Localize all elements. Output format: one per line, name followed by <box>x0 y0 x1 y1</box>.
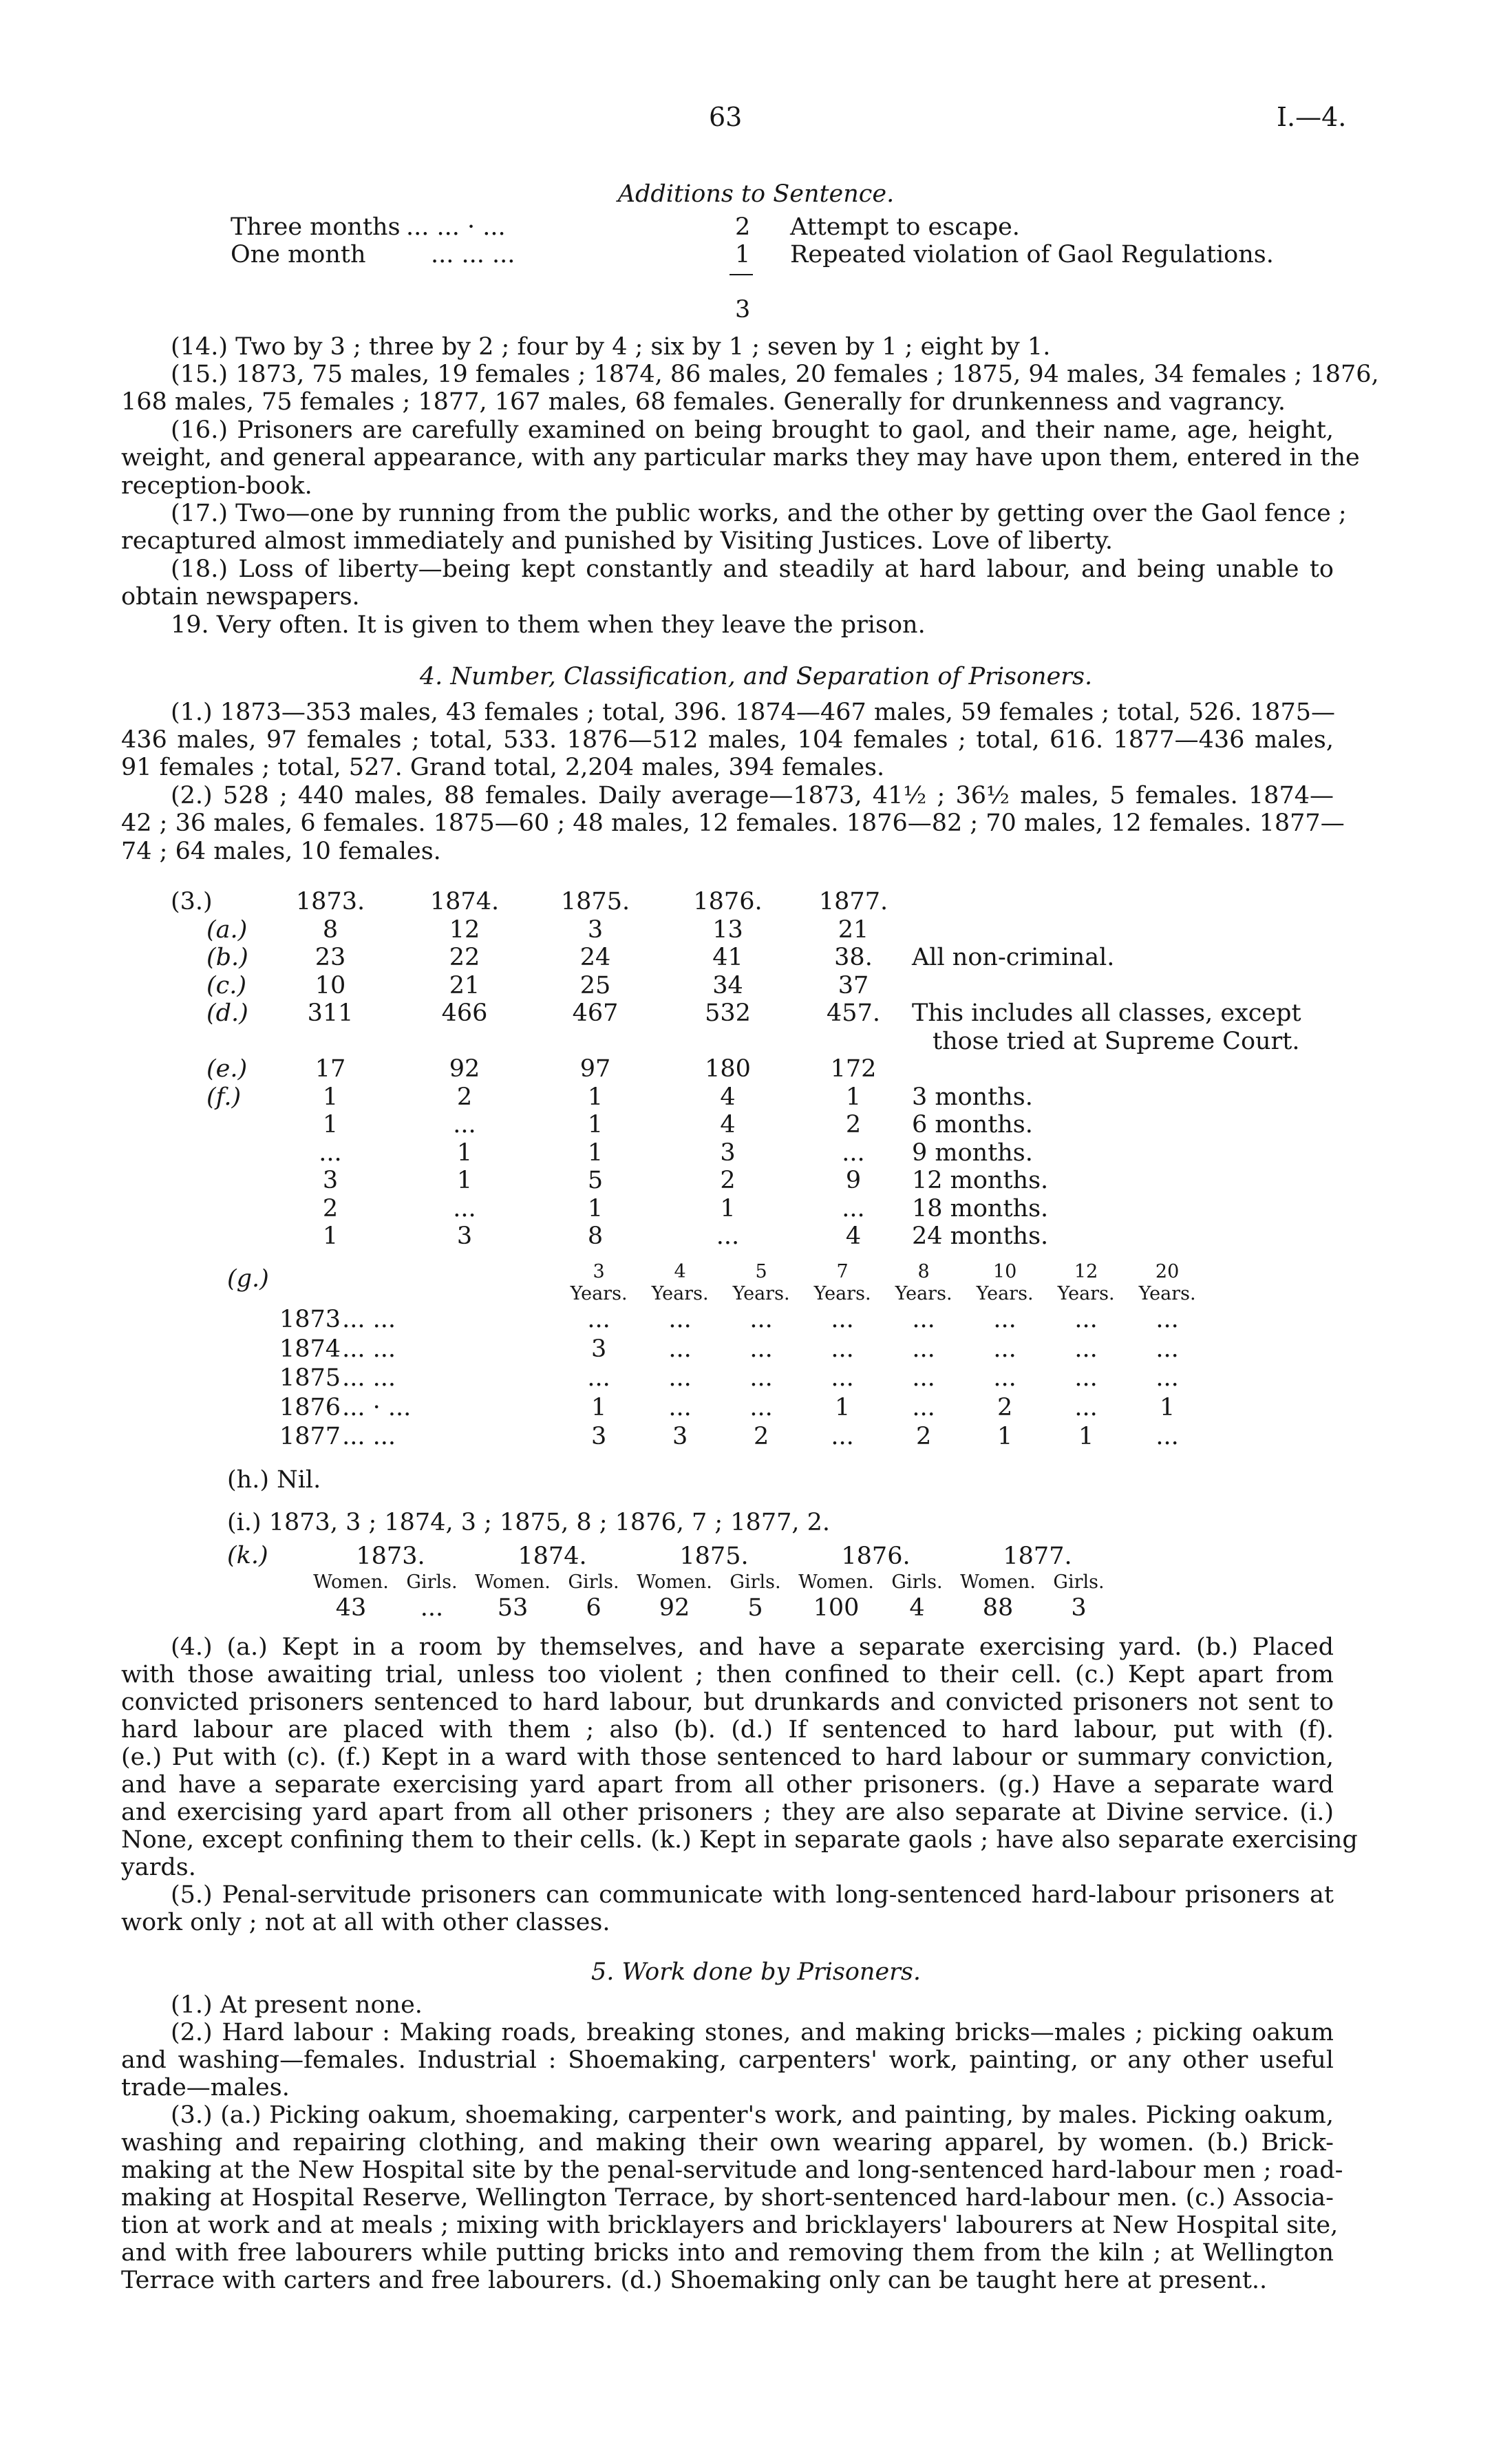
years-header: 12 <box>1074 1261 1098 1282</box>
table-header-row <box>279 1261 1208 1283</box>
row-label <box>206 1222 262 1251</box>
answer-16-line: weight, and general appearance, with any particular marks they may have upon them, entered in the <box>121 444 1360 472</box>
table-cell: 22 <box>449 944 480 971</box>
table-cell: 457. <box>827 999 880 1027</box>
table-cell: 1 <box>1159 1393 1175 1421</box>
year-header: 1877. <box>818 888 888 915</box>
years-unit: Years. <box>732 1283 790 1304</box>
row-label: (d.) <box>206 999 248 1027</box>
years-unit: Years. <box>1057 1283 1115 1304</box>
i-line: (i.) 1873, 3 ; 1874, 3 ; 1875, 8 ; 1876, 7 ; 1877, 2. <box>227 1509 831 1536</box>
s5-p3-line: (3.) (a.) Picking oakum, shoemaking, carpenter's work, and painting, by males. Picking oakum, <box>171 2101 1334 2129</box>
table-cell: 3 <box>590 1423 607 1450</box>
answer-17-line: (17.) Two—one by running from the public works, and the other by getting over the Gaol fence ; <box>171 500 1347 527</box>
years-header: 3 <box>593 1261 605 1282</box>
table-row <box>206 1222 1325 1251</box>
total-rule <box>730 274 753 275</box>
additions-reason: Attempt to escape. <box>790 213 1020 241</box>
sentence-length-table <box>279 1261 1208 1452</box>
table-cell: 1 <box>322 1083 339 1111</box>
women-girls-table <box>310 1542 1118 1622</box>
table-cell: ... <box>831 1306 854 1333</box>
table-cell: ... <box>1156 1364 1179 1392</box>
table-cell: 172 <box>830 1055 877 1083</box>
p4-line: with those awaiting trial, unless too violent ; then confined to their cell. (c.) Kept apart from <box>121 1661 1334 1688</box>
row-label: (f.) <box>206 1083 242 1111</box>
table-cell: 37 <box>838 971 869 999</box>
table-cell: 17 <box>315 1055 346 1083</box>
s4-p2-line: (2.) 528 ; 440 males, 88 females. Daily average—1873, 41½ ; 36½ males, 5 females. 1874— <box>171 782 1334 809</box>
table-cell: 1 <box>456 1138 473 1167</box>
table-row <box>206 1083 1325 1112</box>
s4-p2-line: 74 ; 64 males, 10 females. <box>121 838 441 865</box>
table-cell: 41 <box>712 944 743 971</box>
table-cell: ... <box>749 1393 773 1421</box>
girls-header: Girls. <box>1053 1571 1105 1593</box>
table-cell: 3 <box>1071 1593 1087 1622</box>
table-cell: 1 <box>845 1083 862 1111</box>
table-cell: 5 <box>587 1167 604 1194</box>
table-header-row <box>206 888 1325 916</box>
additions-period: One month <box>231 241 366 268</box>
table-row <box>206 1111 1325 1139</box>
p4-line: (4.) (a.) Kept in a room by themselves, and have a separate exercising yard. (b.) Placed <box>171 1633 1334 1661</box>
table-row <box>206 999 1325 1028</box>
s5-p1-line: (1.) At present none. <box>171 1991 423 2019</box>
document-reference: I.—4. <box>1277 102 1347 132</box>
row-note <box>912 1055 1325 1083</box>
table-cell: ... <box>1074 1364 1098 1392</box>
years-header: 10 <box>992 1261 1017 1282</box>
table-cell: 24 <box>579 944 611 971</box>
table-cell: ... <box>912 1364 935 1392</box>
s5-p3-line: washing and repairing clothing, and making their own wearing apparel, by women. (b.) Brick- <box>121 2129 1334 2157</box>
p4-line: (e.) Put with (c). (f.) Kept in a ward with those sentenced to hard labour or summary conviction, <box>121 1744 1334 1771</box>
table-row <box>206 1139 1325 1167</box>
table-cell: 1 <box>834 1393 851 1421</box>
year-header: 1873. <box>356 1543 425 1570</box>
table-cell: 3 <box>456 1222 473 1250</box>
answer-18-line: (18.) Loss of liberty—being kept constantly and steadily at hard labour, and being unable to <box>171 555 1334 583</box>
table-cell: 2 <box>720 1167 736 1194</box>
table-cell: ... <box>668 1364 692 1392</box>
row-year: 1876 <box>279 1393 341 1421</box>
answer-16-line: (16.) Prisoners are carefully examined on being brought to gaol, and their name, age, height, <box>171 416 1334 444</box>
table-cell: 88 <box>982 1593 1014 1622</box>
table-cell: 1 <box>587 1083 604 1111</box>
table-cell: 25 <box>579 971 611 999</box>
table-cell <box>399 1028 530 1056</box>
p4-line: and exercising yard apart from all other prisoners ; they are also separate at Divine service. (i.) <box>121 1799 1334 1826</box>
years-unit: Years. <box>1138 1283 1196 1304</box>
table-cell: ... <box>716 1222 740 1250</box>
table-cell: ... <box>749 1364 773 1392</box>
table-cell: 2 <box>456 1083 473 1111</box>
table-cell: ... <box>668 1335 692 1363</box>
additions-reason: Repeated violation of Gaol Regulations. <box>790 241 1274 268</box>
row-note: 12 months. <box>912 1167 1049 1194</box>
year-header: 1875. <box>560 888 630 915</box>
row-label <box>206 1111 262 1139</box>
table-cell: ... <box>842 1194 865 1222</box>
table-cell: ... <box>1074 1393 1098 1421</box>
row-year: 1875 <box>279 1364 341 1392</box>
table-cell: 43 <box>335 1593 367 1622</box>
table-cell: 21 <box>449 971 480 999</box>
table-cell: 97 <box>579 1055 611 1083</box>
table-cell: 5 <box>747 1593 763 1622</box>
women-header: Women. <box>960 1571 1036 1593</box>
answer-16-line: reception-book. <box>121 472 312 500</box>
row-leader: ... · ... <box>342 1393 412 1421</box>
table-row <box>206 972 1325 1000</box>
table-cell: 8 <box>587 1222 604 1250</box>
row-note: 3 months. <box>912 1083 1033 1111</box>
table-header-row <box>279 1283 1208 1305</box>
table-cell: 1 <box>322 1111 339 1138</box>
table-cell: ... <box>831 1335 854 1363</box>
women-header: Women. <box>637 1571 712 1593</box>
table-cell: ... <box>831 1364 854 1392</box>
table-cell: 311 <box>307 999 354 1027</box>
answer-15-line: (15.) 1873, 75 males, 19 females ; 1874, 86 males, 20 females ; 1875, 94 males, 34 females ; 1876, <box>171 361 1379 388</box>
s5-p2-line: and washing—females. Industrial : Shoemaking, carpenters' work, painting, or any other useful <box>121 2046 1334 2074</box>
additions-count: 2 <box>735 213 751 241</box>
answer-18-line: obtain newspapers. <box>121 583 360 611</box>
table-cell: ... <box>453 1111 476 1138</box>
year-header: 1875. <box>679 1543 749 1570</box>
row-label <box>206 1139 262 1167</box>
table-cell: ... <box>842 1138 865 1167</box>
table-cell <box>262 1028 399 1056</box>
table-cell: 467 <box>572 999 619 1027</box>
table-cell: 2 <box>753 1423 769 1450</box>
table-cell: 4 <box>845 1222 862 1250</box>
row-year: 1874 <box>279 1335 341 1363</box>
table-row <box>206 1055 1325 1083</box>
table-cell: 3 <box>590 1335 607 1363</box>
additions-period: Three months <box>231 213 401 241</box>
row-year: 1873 <box>279 1306 341 1333</box>
table-cell <box>661 1028 795 1056</box>
table-row <box>279 1364 1208 1393</box>
women-header: Women. <box>475 1571 551 1593</box>
table-row <box>206 1167 1325 1195</box>
table-cell <box>795 1028 912 1056</box>
women-header: Women. <box>313 1571 389 1593</box>
table-cell: ... <box>749 1306 773 1333</box>
s5-p3-line: making at the New Hospital site by the penal-servitude and long-sentenced hard-labour men ; road- <box>121 2157 1343 2184</box>
table-cell: 92 <box>449 1055 480 1083</box>
women-header: Women. <box>798 1571 874 1593</box>
table-row <box>206 1195 1325 1223</box>
table-cell: ... <box>912 1393 935 1421</box>
p5-line: work only ; not at all with other classes. <box>121 1909 610 1936</box>
p4-line: convicted prisoners sentenced to hard labour, but drunkards and convicted prisoners not sent to <box>121 1688 1334 1716</box>
table-cell: 38. <box>834 944 873 971</box>
girls-header: Girls. <box>406 1571 458 1593</box>
table-cell: 180 <box>705 1055 751 1083</box>
p4-line: and have a separate exercising yard apart from all other prisoners. (g.) Have a separate ward <box>121 1771 1334 1799</box>
year-header: 1876. <box>841 1543 911 1570</box>
table-cell: 23 <box>315 944 346 971</box>
table-cell: ... <box>587 1306 610 1333</box>
table-cell: 9 <box>845 1167 862 1194</box>
table-cell: 466 <box>441 999 488 1027</box>
table-cell: 4 <box>720 1111 736 1138</box>
table-cell: 2 <box>845 1111 862 1138</box>
table-cell: 1 <box>587 1138 604 1167</box>
table-cell: 4 <box>909 1593 925 1622</box>
table-cell: 3 <box>587 915 604 944</box>
table-cell: ... <box>1074 1306 1098 1333</box>
table-cell: 21 <box>838 915 869 944</box>
classification-table <box>206 888 1325 1251</box>
table-row <box>279 1422 1208 1452</box>
additions-dots: ... ... · ... <box>406 213 506 241</box>
year-header: 1876. <box>693 888 763 915</box>
table-cell: 2 <box>997 1393 1013 1421</box>
table-cell: ... <box>1156 1335 1179 1363</box>
table-cell: 13 <box>712 915 743 944</box>
table-cell: 1 <box>456 1167 473 1194</box>
row-note: 6 months. <box>912 1111 1033 1138</box>
table-cell: ... <box>587 1364 610 1392</box>
table-cell: 3 <box>720 1138 736 1167</box>
row-year: 1877 <box>279 1423 341 1450</box>
row-note <box>912 916 1325 944</box>
table-cell: 2 <box>915 1423 932 1450</box>
table-3-label: (3.) <box>171 888 213 915</box>
row-label: (e.) <box>206 1055 248 1083</box>
table-cell: 1 <box>587 1194 604 1222</box>
s5-p2-line: (2.) Hard labour : Making roads, breaking stones, and making bricks—males ; picking oakum <box>171 2019 1334 2046</box>
additions-total: 3 <box>735 296 751 324</box>
table-cell: 10 <box>315 971 346 999</box>
year-header: 1877. <box>1003 1543 1072 1570</box>
table-row <box>310 1593 1118 1623</box>
h-line: (h.) Nil. <box>227 1466 321 1494</box>
table-cell: 1 <box>590 1393 607 1421</box>
table-cell: ... <box>1156 1423 1179 1450</box>
answer-19-line: 19. Very often. It is given to them when they leave the prison. <box>171 611 926 639</box>
p4-line: None, except confining them to their cells. (k.) Kept in separate gaols ; have also separate exercising <box>121 1826 1358 1854</box>
section-5-title: 5. Work done by Prisoners. <box>591 1958 921 1986</box>
additions-title: Additions to Sentence. <box>617 180 895 208</box>
row-note: All non-criminal. <box>912 944 1115 971</box>
years-header: 8 <box>917 1261 930 1282</box>
section-4-title: 4. Number, Classification, and Separation of Prisoners. <box>419 663 1093 690</box>
table-cell: ... <box>668 1393 692 1421</box>
table-cell: ... <box>1074 1335 1098 1363</box>
table-cell: ... <box>831 1423 854 1450</box>
table-cell: 2 <box>322 1194 339 1222</box>
table-row <box>279 1305 1208 1335</box>
row-note: 24 months. <box>912 1222 1049 1250</box>
year-header: 1874. <box>518 1543 587 1570</box>
table-cell: 53 <box>497 1593 529 1622</box>
table-cell: ... <box>749 1335 773 1363</box>
table-cell: ... <box>1156 1306 1179 1333</box>
table-cell: ... <box>319 1138 342 1167</box>
girls-header: Girls. <box>730 1571 781 1593</box>
table-cell: ... <box>993 1335 1016 1363</box>
table-row <box>206 916 1325 944</box>
table-cell: ... <box>420 1593 444 1622</box>
years-header: 7 <box>836 1261 849 1282</box>
table-cell <box>530 1028 661 1056</box>
row-leader: ... ... <box>342 1335 396 1363</box>
row-label <box>206 1028 262 1056</box>
years-header: 20 <box>1155 1261 1180 1282</box>
s5-p3-line: making at Hospital Reserve, Wellington Terrace, by short-sentenced hard-labour men. (c.) Associa- <box>121 2184 1334 2212</box>
row-label: (a.) <box>206 915 248 944</box>
p4-line: yards. <box>121 1854 196 1881</box>
table-cell: 34 <box>712 971 743 999</box>
table-cell: 92 <box>659 1593 690 1622</box>
years-unit: Years. <box>570 1283 628 1304</box>
row-label <box>206 1167 262 1195</box>
row-leader: ... ... <box>342 1423 396 1450</box>
answer-15-line: 168 males, 75 females ; 1877, 167 males, 68 females. Generally for drunkenness and vagrancy. <box>121 388 1286 416</box>
table-cell: ... <box>453 1194 476 1222</box>
table-cell: 1 <box>1078 1423 1094 1450</box>
s5-p2-line: trade—males. <box>121 2074 290 2101</box>
table-cell: 6 <box>586 1593 601 1622</box>
table-header-row <box>310 1542 1118 1571</box>
table-cell: 4 <box>720 1083 736 1111</box>
years-unit: Years. <box>813 1283 871 1304</box>
s4-p2-line: 42 ; 36 males, 6 females. 1875—60 ; 48 males, 12 females. 1876—82 ; 70 males, 12 females. 1877— <box>121 809 1345 837</box>
years-header: 4 <box>674 1261 686 1282</box>
table-cell: ... <box>668 1306 692 1333</box>
table-row <box>279 1393 1208 1423</box>
table-subheader-row <box>310 1571 1118 1593</box>
s5-p3-line: and with free labourers while putting bricks into and removing them from the kiln ; at Wellington <box>121 2239 1334 2267</box>
row-note: This includes all classes, except <box>912 999 1301 1027</box>
s5-p3-line: tion at work and at meals ; mixing with bricklayers and bricklayers' labourers at New Hospital site, <box>121 2212 1339 2239</box>
additions-count: 1 <box>735 241 751 268</box>
row-note: those tried at Supreme Court. <box>933 1027 1300 1055</box>
additions-dots: ... ... ... <box>431 241 515 268</box>
s4-p1-line: 91 females ; total, 527. Grand total, 2,204 males, 394 females. <box>121 754 885 781</box>
row-note <box>912 972 1325 1000</box>
table-cell: 100 <box>813 1593 860 1622</box>
row-label: (b.) <box>206 944 248 971</box>
years-unit: Years. <box>895 1283 952 1304</box>
table-row <box>279 1335 1208 1364</box>
p4-line: hard labour are placed with them ; also (b). (d.) If sentenced to hard labour, put with (f). <box>121 1716 1334 1744</box>
table-cell: 1 <box>322 1222 339 1250</box>
s4-p1-line: (1.) 1873—353 males, 43 females ; total, 396. 1874—467 males, 59 females ; total, 526. 1875— <box>171 699 1335 726</box>
row-leader: ... ... <box>342 1364 396 1392</box>
girls-header: Girls. <box>891 1571 943 1593</box>
answer-17-line: recaptured almost immediately and punished by Visiting Justices. Love of liberty. <box>121 527 1113 555</box>
s5-p3-line: Terrace with carters and free labourers. (d.) Shoemaking only can be taught here at present.. <box>121 2267 1268 2294</box>
table-row <box>206 944 1325 972</box>
table-cell: 1 <box>720 1194 736 1222</box>
table-cell: 3 <box>322 1167 339 1194</box>
year-header: 1873. <box>295 888 365 915</box>
table-g-label: (g.) <box>227 1265 269 1293</box>
girls-header: Girls. <box>568 1571 619 1593</box>
table-cell: 1 <box>997 1423 1013 1450</box>
table-cell: ... <box>912 1306 935 1333</box>
table-cell: 8 <box>322 915 339 944</box>
answer-14-line: (14.) Two by 3 ; three by 2 ; four by 4 ; six by 1 ; seven by 1 ; eight by 1. <box>171 333 1051 361</box>
table-cell: 532 <box>705 999 751 1027</box>
row-note: 9 months. <box>912 1138 1033 1167</box>
table-k-label: (k.) <box>227 1542 268 1569</box>
table-cell: ... <box>993 1364 1016 1392</box>
table-row <box>206 1028 1325 1056</box>
row-note: 18 months. <box>912 1194 1049 1222</box>
row-label: (c.) <box>206 971 247 999</box>
table-cell: 3 <box>672 1423 688 1450</box>
years-header: 5 <box>755 1261 767 1282</box>
p5-line: (5.) Penal-servitude prisoners can communicate with long-sentenced hard-labour prisoners at <box>171 1881 1334 1909</box>
s4-p1-line: 436 males, 97 females ; total, 533. 1876—512 males, 104 females ; total, 616. 1877—436 males, <box>121 726 1334 754</box>
table-cell: 1 <box>587 1111 604 1138</box>
row-label <box>206 1195 262 1223</box>
row-leader: ... ... <box>342 1306 396 1333</box>
page-number: 63 <box>709 102 743 132</box>
years-unit: Years. <box>651 1283 709 1304</box>
table-cell: ... <box>912 1335 935 1363</box>
table-cell: ... <box>993 1306 1016 1333</box>
table-cell: 12 <box>449 915 480 944</box>
year-header: 1874. <box>429 888 500 915</box>
years-unit: Years. <box>976 1283 1034 1304</box>
